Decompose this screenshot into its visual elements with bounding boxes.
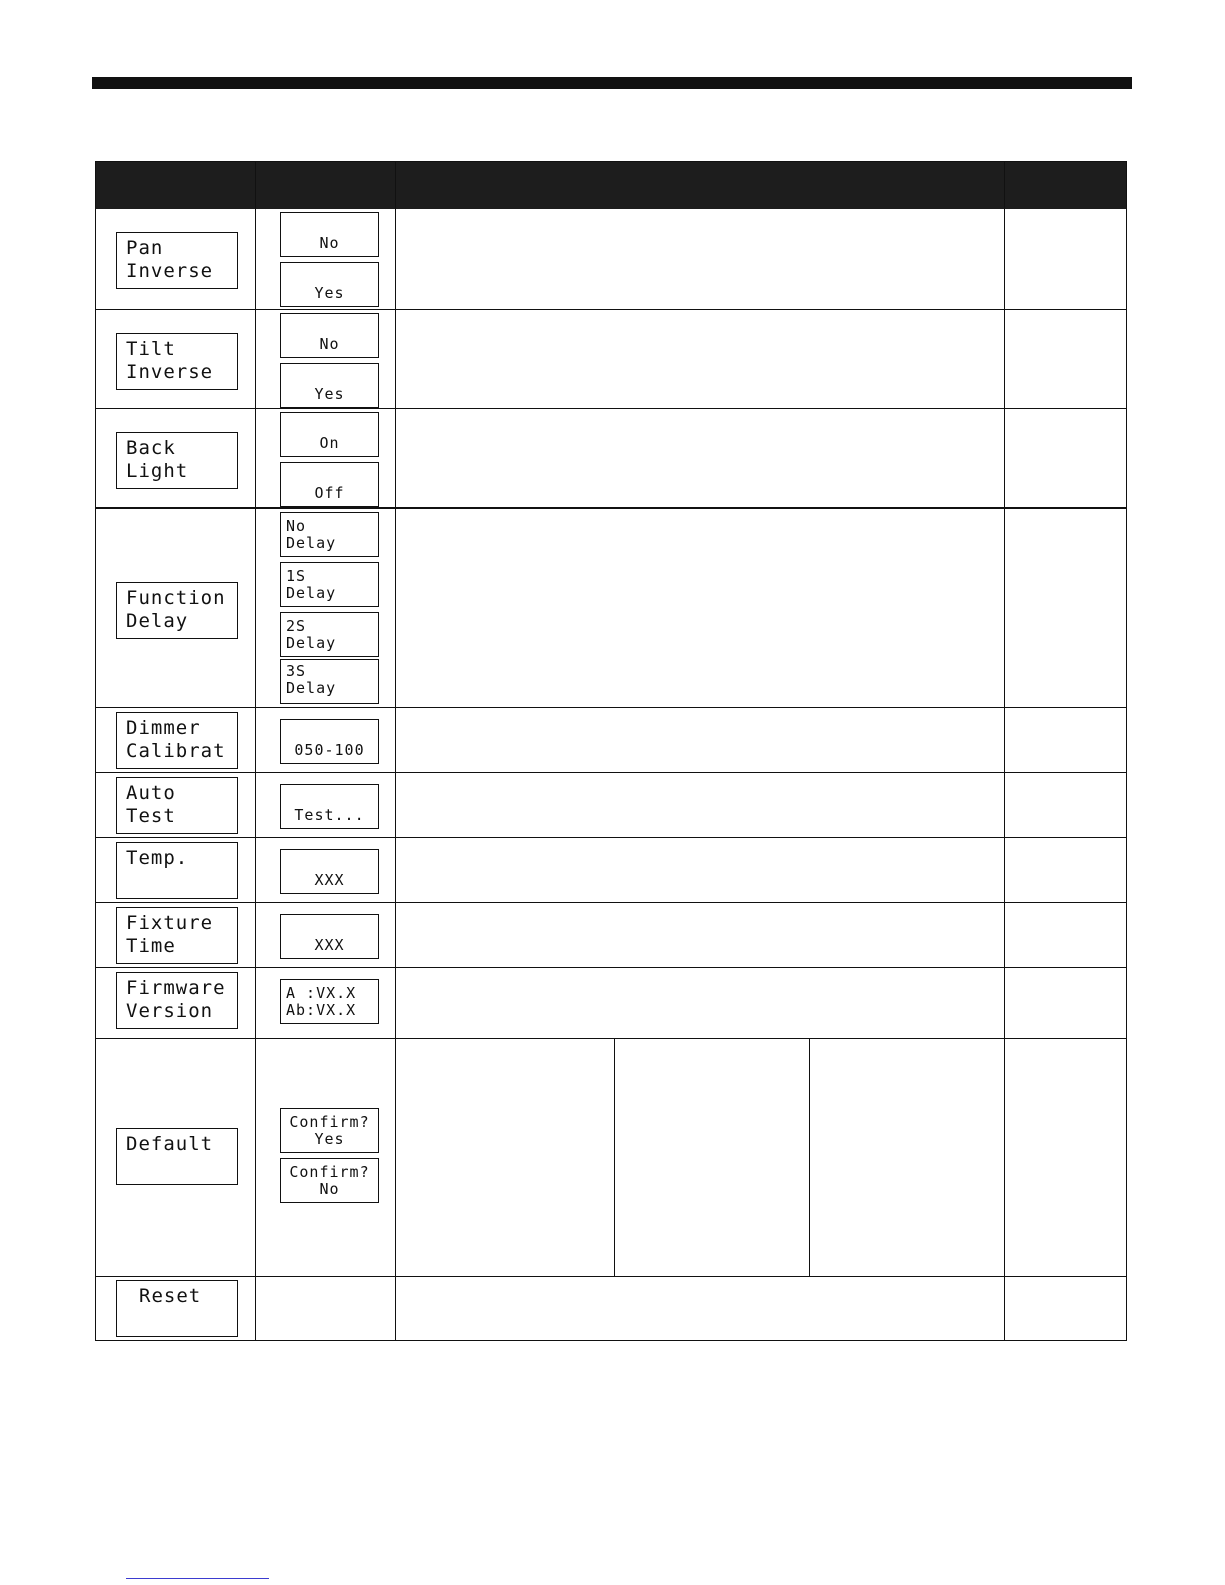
option-line: No — [319, 1180, 340, 1198]
row-divider — [96, 1276, 1126, 1277]
row-divider — [96, 408, 1126, 409]
menu-line: Back — [126, 437, 176, 459]
option-line: Yes — [314, 1130, 345, 1148]
option-line: No — [319, 335, 340, 353]
option-line: 2S — [286, 617, 307, 635]
col-divider-default — [614, 1039, 615, 1277]
option-line: Delay — [286, 584, 337, 602]
option-line: 050-100 — [294, 741, 365, 759]
menu-line: Temp. — [126, 847, 189, 869]
option-line: Test... — [294, 806, 365, 824]
option-line: Ab:VX.X — [286, 1001, 357, 1019]
top-rule — [92, 77, 1132, 89]
option-lcd — [280, 849, 379, 894]
option-line: No — [319, 234, 340, 252]
row-divider — [96, 967, 1126, 968]
menu-line: Reset — [139, 1285, 202, 1307]
row-divider — [96, 309, 1126, 310]
row-divider — [96, 837, 1126, 838]
option-lcd — [280, 659, 379, 704]
footer-link-underline — [126, 1578, 269, 1579]
option-line: XXX — [314, 871, 345, 889]
option-lcd — [280, 1158, 379, 1203]
col-divider-default — [809, 1039, 810, 1277]
menu-lcd-temp — [116, 842, 238, 899]
option-lcd — [280, 462, 379, 507]
menu-line: Inverse — [126, 361, 214, 383]
option-line: A :VX.X — [286, 984, 357, 1002]
option-line: Delay — [286, 679, 337, 697]
menu-lcd-pan-inverse — [116, 232, 238, 289]
menu-line: Delay — [126, 610, 189, 632]
menu-line: Dimmer — [126, 717, 201, 739]
table-header — [96, 162, 1126, 209]
menu-lcd-auto-test — [116, 777, 238, 834]
menu-lcd-default — [116, 1128, 238, 1185]
row-divider — [96, 772, 1126, 773]
menu-line: Firmware — [126, 977, 226, 999]
menu-line: Tilt — [126, 338, 176, 360]
menu-line: Test — [126, 805, 176, 827]
col-divider — [1004, 162, 1005, 1340]
option-lcd — [280, 412, 379, 457]
menu-line: Default — [126, 1133, 214, 1155]
option-line: 3S — [286, 662, 307, 680]
menu-line: Pan — [126, 237, 164, 259]
option-lcd — [280, 363, 379, 408]
menu-line: Time — [126, 935, 176, 957]
col-divider — [255, 162, 256, 1340]
option-line: On — [319, 434, 340, 452]
menu-line: Light — [126, 460, 189, 482]
option-line: Confirm? — [289, 1113, 370, 1131]
menu-lcd-back-light — [116, 432, 238, 489]
menu-lcd-fixture-time — [116, 907, 238, 964]
option-lcd — [280, 1108, 379, 1153]
menu-lcd-firmware-version — [116, 972, 238, 1029]
menu-line: Inverse — [126, 260, 214, 282]
option-line: Yes — [314, 284, 345, 302]
option-lcd — [280, 562, 379, 607]
row-divider — [96, 1038, 1126, 1039]
option-lcd — [280, 612, 379, 657]
option-lcd — [280, 784, 379, 829]
option-line: Off — [314, 484, 345, 502]
menu-line: Calibrat — [126, 740, 226, 762]
row-divider — [96, 507, 1126, 509]
option-lcd — [280, 212, 379, 257]
menu-lcd-dimmer-calibrat — [116, 712, 238, 769]
col-divider — [395, 162, 396, 1340]
option-line: 1S — [286, 567, 307, 585]
menu-line: Auto — [126, 782, 176, 804]
menu-line: Function — [126, 587, 226, 609]
row-divider — [96, 902, 1126, 903]
option-lcd — [280, 719, 379, 764]
row-divider — [96, 707, 1126, 708]
menu-lcd-tilt-inverse — [116, 333, 238, 390]
option-lcd — [280, 313, 379, 358]
option-line: Confirm? — [289, 1163, 370, 1181]
option-lcd — [280, 914, 379, 959]
menu-table — [95, 161, 1127, 1341]
option-line: No — [286, 517, 307, 535]
option-lcd — [280, 512, 379, 557]
menu-lcd-function-delay — [116, 582, 238, 639]
menu-lcd-reset — [116, 1280, 238, 1337]
menu-line: Fixture — [126, 912, 214, 934]
option-lcd — [280, 262, 379, 307]
menu-line: Version — [126, 1000, 214, 1022]
option-line: Delay — [286, 534, 337, 552]
option-lcd — [280, 979, 379, 1024]
option-line: Yes — [314, 385, 345, 403]
option-line: XXX — [314, 936, 345, 954]
option-line: Delay — [286, 634, 337, 652]
